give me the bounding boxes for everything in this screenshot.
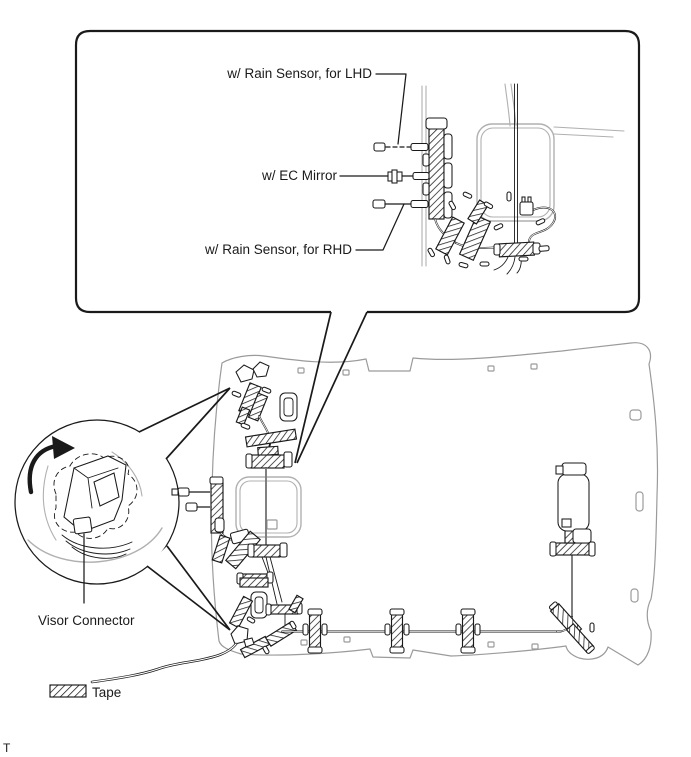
rain-sensor-connector-rhd xyxy=(373,200,428,208)
dome-light-branch xyxy=(550,463,595,616)
mid-harness-cluster xyxy=(212,529,287,604)
visor-wire-bundle xyxy=(62,535,132,558)
ec-mirror-connector xyxy=(388,170,429,183)
leader-rain-sensor-rhd xyxy=(356,204,404,250)
rain-sensor-connector-lhd xyxy=(374,143,428,151)
headliner-outline xyxy=(211,343,657,665)
label-ec-mirror: w/ EC Mirror xyxy=(262,168,337,183)
inset-callout-wedge xyxy=(295,312,367,463)
inset-detail-box xyxy=(76,31,639,312)
footnote-t: T xyxy=(3,741,11,755)
label-visor-connector: Visor Connector xyxy=(38,613,135,628)
rotate-arrow xyxy=(30,436,75,492)
harness-clip xyxy=(456,609,480,653)
lower-harness-cluster xyxy=(230,578,303,658)
pillar-wires xyxy=(515,84,518,243)
inset-small-connector xyxy=(520,202,533,215)
front-visor-connector-cluster xyxy=(232,362,297,433)
tape-swatch xyxy=(50,685,86,697)
label-rain-sensor-rhd: w/ Rain Sensor, for RHD xyxy=(204,242,352,257)
wedge-to-front-visor xyxy=(139,388,230,459)
visor-detail-circle xyxy=(15,388,230,630)
leader-rain-sensor-lhd xyxy=(376,74,406,144)
label-tape: Tape xyxy=(92,685,122,700)
headliner-clips xyxy=(298,364,643,649)
tape-legend xyxy=(50,685,121,700)
map-light-junction xyxy=(246,429,297,468)
map-light-opening xyxy=(236,477,301,537)
inset-labels xyxy=(204,66,406,257)
left-branch-connectors xyxy=(172,477,246,541)
harness-tail-wire xyxy=(92,644,236,682)
rear-horizontal-run xyxy=(282,601,595,654)
harness-clip xyxy=(385,609,409,653)
label-rain-sensor-lhd: w/ Rain Sensor, for LHD xyxy=(227,66,372,81)
visor-connector-body xyxy=(64,456,126,534)
harness-clip xyxy=(303,609,327,653)
roof-harness xyxy=(92,362,595,682)
